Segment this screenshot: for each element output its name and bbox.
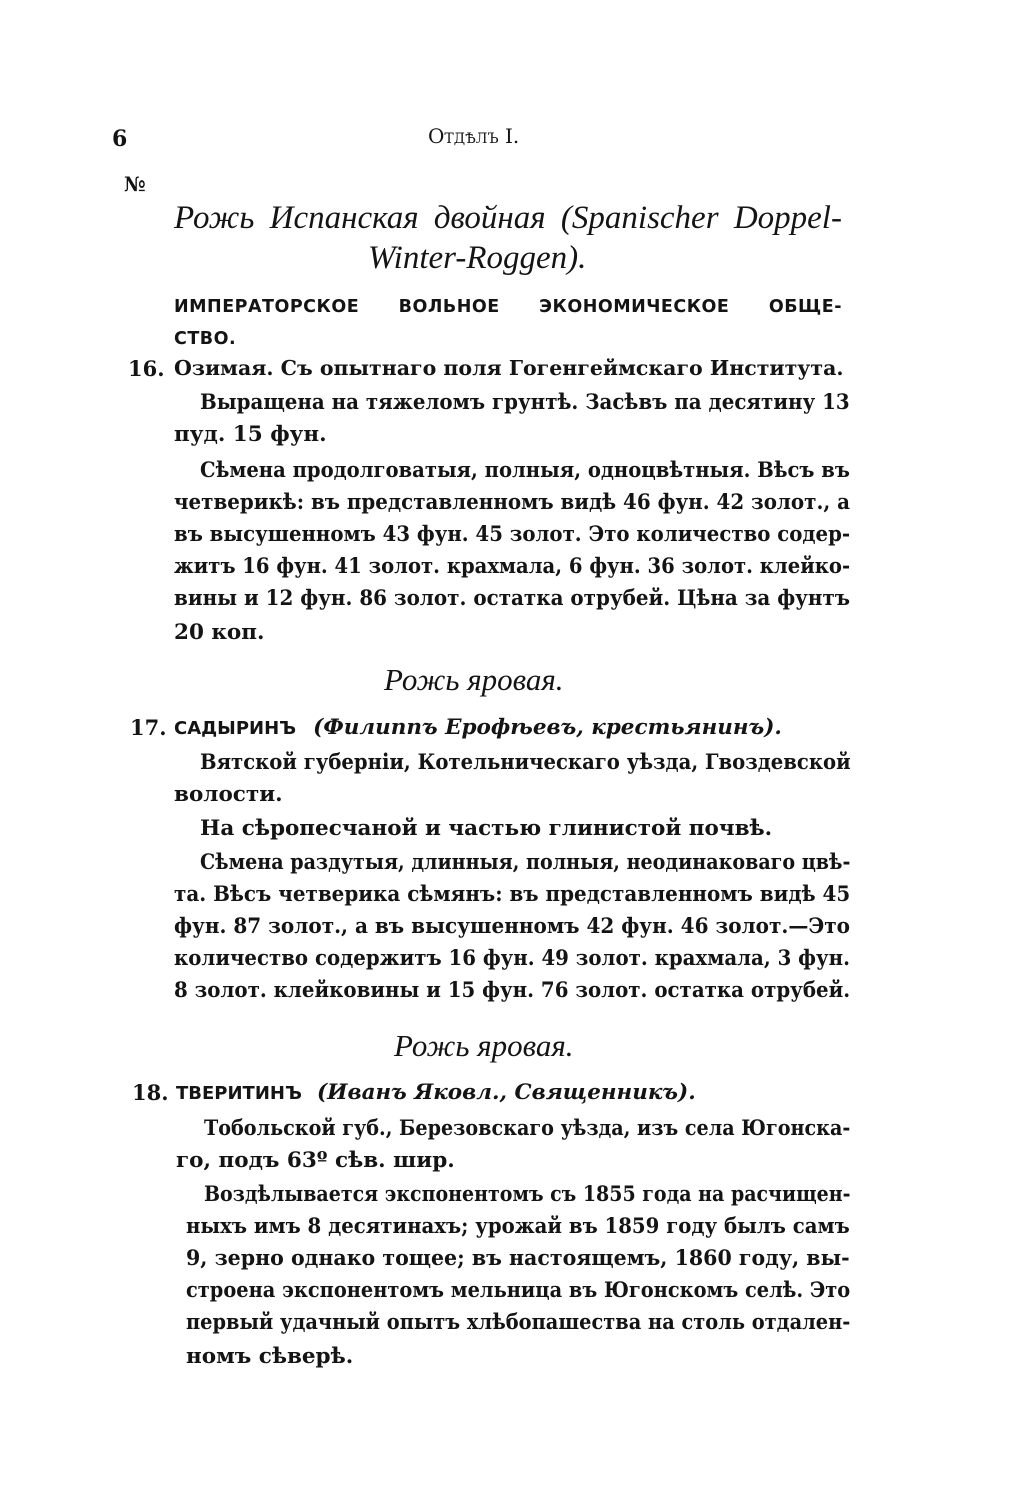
org-word: ИМПЕРАТОРСКОЕ (174, 297, 360, 317)
title-word: Doppel- (733, 200, 842, 236)
entry-line: Озимая. Съ опытнаго поля Гогенгеймскаго Института. (174, 356, 844, 380)
running-title: Отдѣлъ I. (428, 124, 520, 148)
paragraph-line: первый удачный опытъ хлѣбопашества на столь отдален- (186, 1310, 851, 1335)
paragraph-line: вины и 12 фун. 86 золот. остатка отрубей. Цѣна за фунтъ (174, 586, 851, 611)
paragraph-line: На сѣропесчаной и частью глинистой почвѣ. (200, 816, 773, 841)
paragraph-line: 20 коп. (174, 620, 265, 645)
paragraph-line: та. Вѣсъ четверика сѣмянъ: въ представленномъ видѣ 45 (174, 882, 851, 907)
section-heading: Рожь яровая. (394, 1028, 574, 1063)
organization-line-1 (174, 297, 842, 317)
paragraph-line: фун. 87 золот., а въ высушенномъ 42 фун. 46 золот.—Это (174, 914, 850, 939)
entry-header (176, 1080, 696, 1105)
paragraph-line: 9, зерно однако тощее; въ настоящемъ, 1860 году, вы- (186, 1246, 850, 1271)
paragraph-line: Сѣмена раздутыя, длинныя, полныя, неодинаковаго цвѣ- (200, 850, 851, 875)
paragraph-line: пуд. 15 фун. (174, 422, 327, 447)
org-word: ОБЩЕ- (768, 297, 842, 317)
paragraph-line: Выращена на тяжеломъ грунтѣ. Засѣвъ па десятину 13 (200, 390, 850, 415)
paragraph-line: Воздѣлывается экспонентомъ съ 1855 года на расчищен- (204, 1182, 851, 1207)
number-sign: № (124, 172, 146, 196)
org-word: ВОЛЬНОЕ (398, 297, 500, 317)
exhibitor-name: ТВЕРИТИНЪ (176, 1083, 302, 1104)
paragraph-line: ныхъ имъ 8 десятинахъ; урожай въ 1859 году былъ самъ (186, 1214, 850, 1239)
page-number: 6 (112, 126, 128, 152)
paragraph-line: житъ 16 фун. 41 золот. крахмала, 6 фун. 36 золот. клейко- (174, 554, 851, 579)
section-title-line-2: Winter-Roggen). (368, 240, 587, 276)
exhibitor-detail: (Филиппъ Ерофѣевъ, крестьянинъ). (313, 715, 782, 740)
paragraph-line: номъ сѣверѣ. (186, 1344, 354, 1369)
organization-line-2: СТВО. (174, 329, 237, 349)
paragraph-line: четверикѣ: въ представленномъ видѣ 46 фун. 42 золот., а (174, 490, 851, 515)
paragraph-line: 8 золот. клейковины и 15 фун. 76 золот. остатка отрубей. (174, 978, 851, 1003)
paragraph-line: Вятской губерніи, Котельническаго уѣзда, Гвоздевской (200, 750, 851, 775)
title-word: (Spanischer (560, 200, 719, 236)
entry-number: 16. (128, 356, 165, 381)
title-word: Испанская (269, 200, 419, 236)
title-word: Рожь (174, 200, 255, 236)
exhibitor-name: САДЫРИНЪ (174, 718, 297, 739)
paragraph-line: въ высушенномъ 43 фун. 45 золот. Это количество содер- (174, 522, 851, 547)
entry-header (174, 715, 782, 740)
title-word: двойная (433, 200, 546, 236)
entry-number: 18. (132, 1080, 169, 1105)
org-word: ЭКОНОМИЧЕСКОЕ (539, 297, 730, 317)
paragraph-line: Сѣмена продолговатыя, полныя, одноцвѣтныя. Вѣсъ въ (200, 458, 850, 483)
exhibitor-detail: (Иванъ Яковл., Священникъ). (316, 1080, 696, 1105)
paragraph-line: Тобольской губ., Березовскаго уѣзда, изъ села Югонска- (204, 1116, 851, 1141)
section-heading: Рожь яровая. (384, 662, 564, 697)
paragraph-line: го, подъ 63º сѣв. шир. (176, 1148, 455, 1173)
section-title-line-1 (174, 200, 842, 237)
paragraph-line: количество содержитъ 16 фун. 49 золот. крахмала, 3 фун. (174, 946, 850, 971)
entry-number: 17. (130, 715, 167, 740)
paragraph-line: строена экспонентомъ мельница въ Югонскомъ селѣ. Это (186, 1278, 851, 1303)
paragraph-line: волости. (174, 782, 283, 807)
